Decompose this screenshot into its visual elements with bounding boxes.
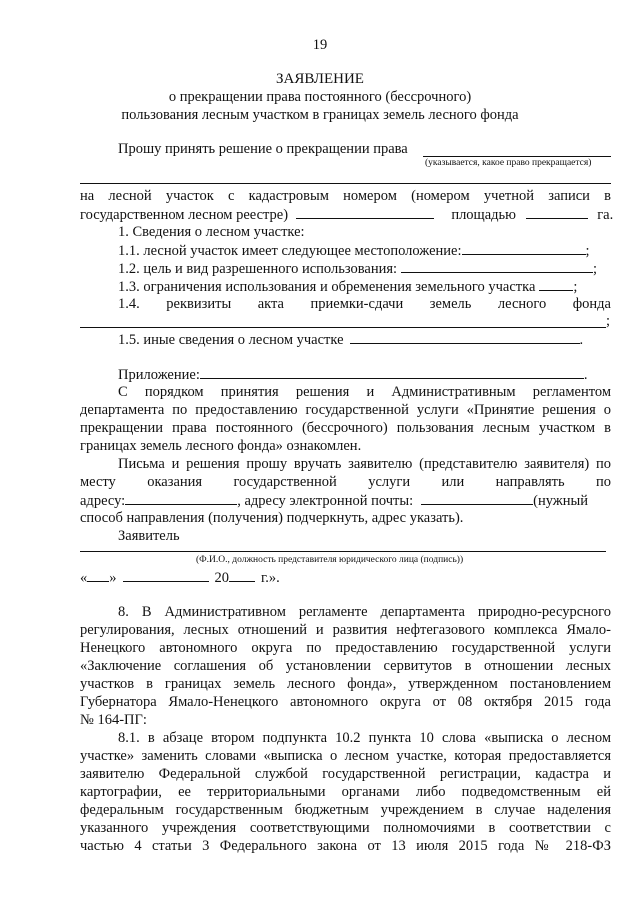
applicant-signature-blank <box>80 551 606 552</box>
amendment-8-1-line-6: указанного учреждения соответствующими полномочиями в соответствии с <box>80 820 611 836</box>
item-1-1 <box>118 241 590 260</box>
ack-line-2: департамента по предоставлению государственной услуги «Принятие решения о <box>80 402 611 418</box>
form-title: ЗАЯВЛЕНИЕ <box>276 71 364 87</box>
other-info-blank <box>350 330 580 344</box>
attachment-label: Приложение: <box>118 367 200 383</box>
item-1-4-semicolon: ; <box>606 313 611 329</box>
usage-blank <box>401 259 593 273</box>
date-close-quote: » <box>109 570 117 586</box>
date-year-prefix: 20 <box>214 570 229 586</box>
item-1-5-period: . <box>579 332 584 348</box>
info-heading: 1. Сведения о лесном участке: <box>118 224 305 240</box>
attachment-line <box>118 365 587 384</box>
location-blank <box>462 241 586 255</box>
attachment-blank <box>200 365 584 379</box>
email-label: , адресу электронной почты: <box>237 493 414 509</box>
applicant-label: Заявитель <box>118 528 180 544</box>
signature-hint: (Ф.И.О., должность представителя юридического лица (подпись)) <box>196 555 464 565</box>
ack-line-1: С порядком принятия решения и Административным регламентом <box>118 384 611 400</box>
amendment-8-line-7: № 164-ПГ: <box>80 712 147 728</box>
page-number: 19 <box>312 37 328 53</box>
item-1-3-semicolon: ; <box>573 279 578 295</box>
attachment-period: . <box>583 367 588 383</box>
item-1-2-semicolon: ; <box>593 261 598 277</box>
area-unit: га. <box>597 207 614 223</box>
delivery-line-4: способ направления (получения) подчеркнуть, адрес указать). <box>80 510 464 526</box>
right-type-full-blank <box>80 183 611 184</box>
item-1-5 <box>118 330 583 349</box>
date-suffix: г.». <box>261 570 280 586</box>
amendment-8-line-1: 8. В Административном регламенте департамента природно-ресурсного <box>118 604 611 620</box>
amendment-8-1-line-7: частью 4 статьи 3 Федерального закона от 13 июля 2015 года № 218-ФЗ <box>80 838 611 854</box>
year-blank <box>229 568 255 582</box>
cadastral-number-blank <box>296 205 434 219</box>
date-open-quote: « <box>80 570 88 586</box>
form-subtitle-1: о прекращении права постоянного (бессрочного) <box>168 89 472 105</box>
form-subtitle-2: пользования лесным участком в границах земель лесного фонда <box>121 107 519 123</box>
delivery-line-1: Письма и решения прошу вручать заявителю (представителю заявителя) по <box>118 456 611 472</box>
registry-prefix: государственном лесном реестре) <box>80 207 289 223</box>
item-1-3 <box>118 277 577 296</box>
item-1-1-label: 1.1. лесной участок имеет следующее местоположение: <box>118 243 462 259</box>
ack-line-3: прекращении права постоянного (бессрочного) пользования лесным участком в <box>80 420 611 436</box>
needed-label: (нужный <box>533 493 589 509</box>
amendment-8-line-5: участков в границах земель лесного фонда», утвержденном постановлением <box>80 676 611 692</box>
amendment-8-line-2: регулирования, лесных отношений и развития нефтегазового комплекса Ямало- <box>80 622 611 638</box>
month-blank <box>123 568 209 582</box>
delivery-line-3 <box>80 491 588 510</box>
date-line <box>80 568 280 587</box>
act-details-blank <box>80 327 606 328</box>
amendment-8-1-line-4: картографии, ее территориальными органами либо подведомственным ей <box>80 784 611 800</box>
amendment-8-1-line-2: участке» заменить словами «выписка о лесном участке, которая предоставляется <box>80 748 611 764</box>
day-blank <box>87 568 109 582</box>
amendment-8-1-line-1: 8.1. в абзаце втором подпункта 10.2 пункта 10 слова «выписка о лесном <box>118 730 611 746</box>
delivery-line-2: месту оказания государственной услуги или направлять по <box>80 474 611 490</box>
address-blank <box>125 491 237 505</box>
request-hint: (указывается, какое право прекращается) <box>425 158 592 168</box>
item-1-2 <box>118 259 597 278</box>
amendment-8-line-3: Ненецкого автономного округа по предоставлению государственной услуги <box>80 640 611 656</box>
request-text: Прошу принять решение о прекращении права <box>118 141 408 157</box>
item-1-4: 1.4. реквизиты акта приемки-сдачи земель лесного фонда <box>118 296 611 312</box>
ack-line-4: границах земель лесного фонда» ознакомлен. <box>80 438 362 454</box>
email-blank <box>421 491 533 505</box>
area-label: площадью <box>451 207 516 223</box>
amendment-8-1-line-5: федеральным государственным бюджетным учреждением в случае наделения <box>80 802 611 818</box>
restrictions-blank <box>539 277 573 291</box>
registry-line <box>80 205 613 224</box>
item-1-1-semicolon: ; <box>585 243 590 259</box>
item-1-3-label: 1.3. ограничения использования и обременения земельного участка <box>118 279 536 295</box>
amendment-8-1-line-3: заявителю Федеральной службой государственной регистрации, кадастра и <box>80 766 611 782</box>
cadastral-line: на лесной участок с кадастровым номером (номером учетной записи в <box>80 188 611 204</box>
address-label: адресу: <box>80 493 126 509</box>
amendment-8-line-4: «Заключение соглашения об установлении сервитутов в отношении лесных <box>80 658 611 674</box>
item-1-5-label: 1.5. иные сведения о лесном участке <box>118 332 344 348</box>
area-blank <box>526 205 588 219</box>
item-1-2-label: 1.2. цель и вид разрешенного использования: <box>118 261 398 277</box>
amendment-8-line-6: Губернатора Ямало-Ненецкого автономного округа от 08 октября 2015 года <box>80 694 611 710</box>
